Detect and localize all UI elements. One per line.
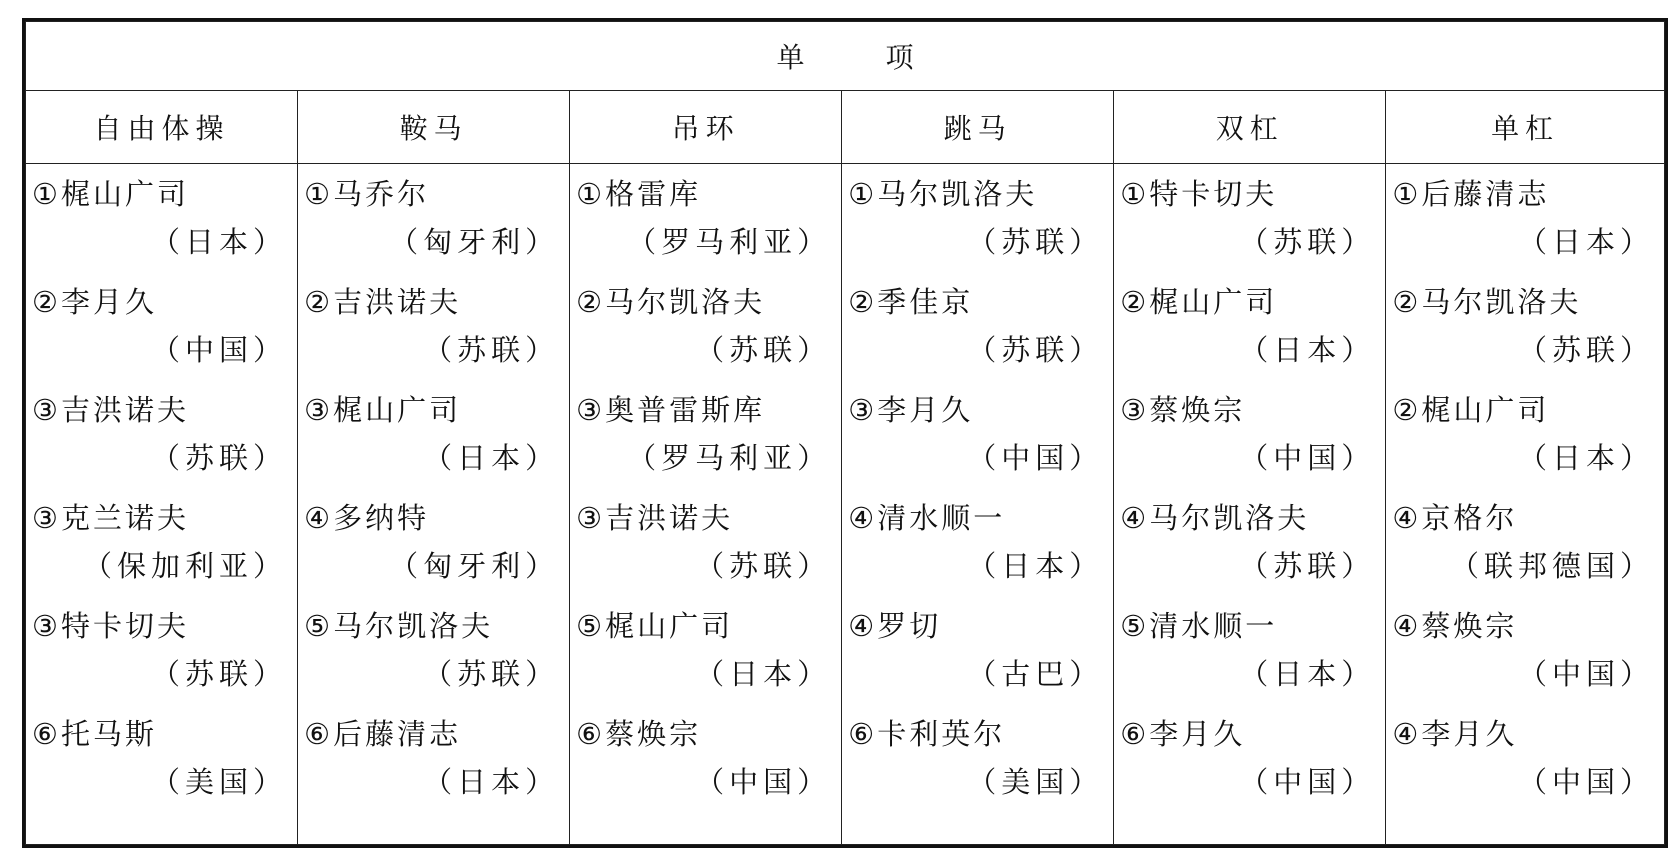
event-results-column: [842, 164, 1114, 845]
result-entry: [848, 386, 1103, 494]
athlete-country: （保加利亚）: [83, 549, 288, 583]
athlete-name: 托马斯: [61, 717, 158, 751]
athlete-line: [576, 170, 831, 218]
athlete-country: （日本）: [423, 441, 560, 475]
athlete-name: 马尔凯洛夫: [1149, 501, 1310, 535]
rank-marker: ③: [576, 501, 606, 535]
athlete-name: 格雷库: [605, 177, 702, 211]
result-entry: [304, 386, 559, 494]
rank-marker: ①: [304, 177, 334, 211]
rank-marker: ④: [1392, 501, 1422, 535]
athlete-country: （苏联）: [1239, 549, 1376, 583]
athlete-country: （美国）: [151, 765, 288, 799]
rank-marker: ④: [1392, 717, 1422, 751]
athlete-line: [304, 602, 559, 650]
athlete-line: [32, 494, 287, 542]
athlete-country: （古巴）: [967, 657, 1104, 691]
event-results-column: [298, 164, 570, 845]
athlete-country: （苏联）: [695, 333, 832, 367]
athlete-line: [1120, 278, 1375, 326]
rank-marker: ①: [1392, 177, 1422, 211]
athlete-line: [304, 494, 559, 542]
athlete-country: （匈牙利）: [389, 225, 560, 259]
athlete-line: [32, 602, 287, 650]
rank-marker: ②: [848, 285, 878, 319]
rank-marker: ①: [1120, 177, 1150, 211]
athlete-country: （罗马利亚）: [627, 441, 832, 475]
athlete-country: （日本）: [967, 549, 1104, 583]
athlete-name: 梶山广司: [1149, 285, 1278, 319]
result-entry: [576, 386, 831, 494]
athlete-name: 吉洪诺夫: [61, 393, 190, 427]
athlete-country: （中国）: [1517, 765, 1654, 799]
rank-marker: ④: [848, 501, 878, 535]
athlete-country: （日本）: [1239, 657, 1376, 691]
athlete-country: （苏联）: [967, 333, 1104, 367]
results-table: [25, 21, 1665, 845]
athlete-country: （苏联）: [1239, 225, 1376, 259]
athlete-name: 梶山广司: [333, 393, 462, 427]
athlete-country: （中国）: [151, 333, 288, 367]
rank-marker: ③: [848, 393, 878, 427]
result-entry: [576, 602, 831, 710]
athlete-line: [576, 386, 831, 434]
athlete-line: [848, 494, 1103, 542]
results-row: [26, 164, 1665, 845]
result-entry: [1392, 494, 1654, 602]
result-entry: [576, 278, 831, 386]
athlete-line: [1120, 494, 1375, 542]
athlete-name: 后藤清志: [333, 717, 462, 751]
athlete-line: [848, 386, 1103, 434]
result-entry: [1120, 494, 1375, 602]
athlete-country: （苏联）: [151, 657, 288, 691]
athlete-name: 李月久: [1149, 717, 1246, 751]
result-entry: [576, 170, 831, 278]
result-entry: [1392, 170, 1654, 278]
athlete-country: （罗马利亚）: [627, 225, 832, 259]
athlete-name: 李月久: [877, 393, 974, 427]
athlete-line: [1120, 602, 1375, 650]
rank-marker: ③: [32, 609, 61, 643]
athlete-line: [848, 170, 1103, 218]
athlete-line: [304, 278, 559, 326]
result-entry: [1120, 602, 1375, 710]
athlete-line: [848, 710, 1103, 758]
athlete-country: （苏联）: [151, 441, 288, 475]
rank-marker: ②: [576, 285, 606, 319]
athlete-line: [576, 278, 831, 326]
athlete-country: （匈牙利）: [389, 549, 560, 583]
result-entry: [32, 602, 287, 710]
athlete-name: 京格尔: [1421, 501, 1518, 535]
rank-marker: ②: [1120, 285, 1150, 319]
athlete-name: 蔡焕宗: [1149, 393, 1246, 427]
results-table-frame: [22, 18, 1668, 848]
athlete-name: 马乔尔: [333, 177, 430, 211]
athlete-line: [32, 278, 287, 326]
rank-marker: ④: [1392, 609, 1422, 643]
athlete-country: （联邦德国）: [1449, 549, 1654, 583]
athlete-name: 多纳特: [333, 501, 430, 535]
athlete-country: （日本）: [1517, 225, 1654, 259]
athlete-name: 梶山广司: [605, 609, 734, 643]
result-entry: [32, 494, 287, 602]
athlete-name: 奥普雷斯库: [605, 393, 766, 427]
athlete-name: 季佳京: [877, 285, 974, 319]
rank-marker: ⑤: [304, 609, 334, 643]
athlete-name: 特卡切夫: [1149, 177, 1278, 211]
event-header: 吊环: [570, 91, 842, 164]
athlete-name: 清水顺一: [1149, 609, 1278, 643]
athlete-line: [1392, 386, 1654, 434]
result-entry: [304, 170, 559, 278]
athlete-country: （日本）: [1239, 333, 1376, 367]
athlete-name: 李月久: [1421, 717, 1518, 751]
result-entry: [32, 278, 287, 386]
athlete-line: [1392, 278, 1654, 326]
athlete-name: 卡利英尔: [877, 717, 1006, 751]
athlete-name: 蔡焕宗: [605, 717, 702, 751]
athlete-name: 清水顺一: [877, 501, 1006, 535]
athlete-name: 蔡焕宗: [1421, 609, 1518, 643]
event-results-column: [26, 164, 298, 845]
athlete-country: （苏联）: [967, 225, 1104, 259]
athlete-country: （日本）: [695, 657, 832, 691]
athlete-line: [32, 710, 287, 758]
event-results-column: [1386, 164, 1665, 845]
athlete-line: [304, 386, 559, 434]
athlete-name: 马尔凯洛夫: [877, 177, 1038, 211]
rank-marker: ④: [1120, 501, 1150, 535]
athlete-line: [576, 602, 831, 650]
athlete-name: 吉洪诺夫: [333, 285, 462, 319]
rank-marker: ①: [848, 177, 878, 211]
rank-marker: ②: [1392, 393, 1422, 427]
rank-marker: ④: [848, 609, 878, 643]
athlete-line: [576, 710, 831, 758]
rank-marker: ③: [32, 501, 61, 535]
rank-marker: ③: [576, 393, 606, 427]
athlete-line: [1392, 602, 1654, 650]
rank-marker: ②: [304, 285, 334, 319]
rank-marker: ③: [1120, 393, 1150, 427]
athlete-country: （苏联）: [423, 657, 560, 691]
athlete-name: 梶山广司: [1421, 393, 1550, 427]
result-entry: [304, 710, 559, 818]
athlete-country: （中国）: [1239, 765, 1376, 799]
athlete-name: 李月久: [61, 285, 158, 319]
athlete-line: [848, 278, 1103, 326]
result-entry: [32, 386, 287, 494]
result-entry: [32, 170, 287, 278]
athlete-name: 克兰诺夫: [61, 501, 190, 535]
result-entry: [1392, 710, 1654, 818]
result-entry: [848, 602, 1103, 710]
result-entry: [304, 602, 559, 710]
rank-marker: ②: [1392, 285, 1422, 319]
athlete-line: [304, 170, 559, 218]
event-header: 跳马: [842, 91, 1114, 164]
result-entry: [32, 710, 287, 818]
athlete-country: （日本）: [1517, 441, 1654, 475]
athlete-country: （苏联）: [695, 549, 832, 583]
rank-marker: ③: [32, 393, 61, 427]
rank-marker: ⑥: [32, 717, 61, 751]
result-entry: [1120, 386, 1375, 494]
athlete-country: （中国）: [695, 765, 832, 799]
athlete-name: 吉洪诺夫: [605, 501, 734, 535]
table-title-row: [26, 22, 1665, 91]
result-entry: [576, 494, 831, 602]
athlete-country: （中国）: [967, 441, 1104, 475]
athlete-line: [576, 494, 831, 542]
event-header: 鞍马: [298, 91, 570, 164]
athlete-name: 梶山广司: [61, 177, 190, 211]
athlete-line: [32, 170, 287, 218]
event-header: 单杠: [1386, 91, 1665, 164]
rank-marker: ⑥: [304, 717, 334, 751]
athlete-line: [32, 386, 287, 434]
result-entry: [1392, 278, 1654, 386]
athlete-country: （日本）: [423, 765, 560, 799]
athlete-line: [1392, 170, 1654, 218]
athlete-name: 马尔凯洛夫: [1421, 285, 1582, 319]
result-entry: [304, 278, 559, 386]
rank-marker: ⑥: [576, 717, 606, 751]
result-entry: [576, 710, 831, 818]
result-entry: [848, 170, 1103, 278]
athlete-line: [848, 602, 1103, 650]
event-header: 自由体操: [26, 91, 298, 164]
result-entry: [848, 278, 1103, 386]
result-entry: [848, 494, 1103, 602]
result-entry: [1392, 386, 1654, 494]
rank-marker: ⑥: [848, 717, 878, 751]
athlete-line: [1120, 386, 1375, 434]
athlete-country: （苏联）: [1517, 333, 1654, 367]
table-title: 单 项: [26, 22, 1665, 91]
athlete-line: [1392, 710, 1654, 758]
rank-marker: ①: [576, 177, 606, 211]
event-header: 双杠: [1114, 91, 1386, 164]
result-entry: [1120, 710, 1375, 818]
athlete-line: [304, 710, 559, 758]
athlete-name: 罗切: [877, 609, 942, 643]
result-entry: [848, 710, 1103, 818]
rank-marker: ③: [304, 393, 334, 427]
athlete-country: （苏联）: [423, 333, 560, 367]
rank-marker: ⑤: [1120, 609, 1150, 643]
event-results-column: [570, 164, 842, 845]
rank-marker: ④: [304, 501, 334, 535]
athlete-name: 马尔凯洛夫: [333, 609, 494, 643]
athlete-country: （中国）: [1517, 657, 1654, 691]
athlete-country: （日本）: [151, 225, 288, 259]
result-entry: [304, 494, 559, 602]
event-header-row: [26, 91, 1665, 164]
athlete-name: 后藤清志: [1421, 177, 1550, 211]
result-entry: [1392, 602, 1654, 710]
event-results-column: [1114, 164, 1386, 845]
rank-marker: ②: [32, 285, 61, 319]
rank-marker: ⑤: [576, 609, 606, 643]
athlete-name: 特卡切夫: [61, 609, 190, 643]
athlete-line: [1120, 170, 1375, 218]
result-entry: [1120, 170, 1375, 278]
athlete-line: [1392, 494, 1654, 542]
result-entry: [1120, 278, 1375, 386]
athlete-line: [1120, 710, 1375, 758]
rank-marker: ⑥: [1120, 717, 1150, 751]
athlete-name: 马尔凯洛夫: [605, 285, 766, 319]
athlete-country: （美国）: [967, 765, 1104, 799]
athlete-country: （中国）: [1239, 441, 1376, 475]
rank-marker: ①: [32, 177, 61, 211]
